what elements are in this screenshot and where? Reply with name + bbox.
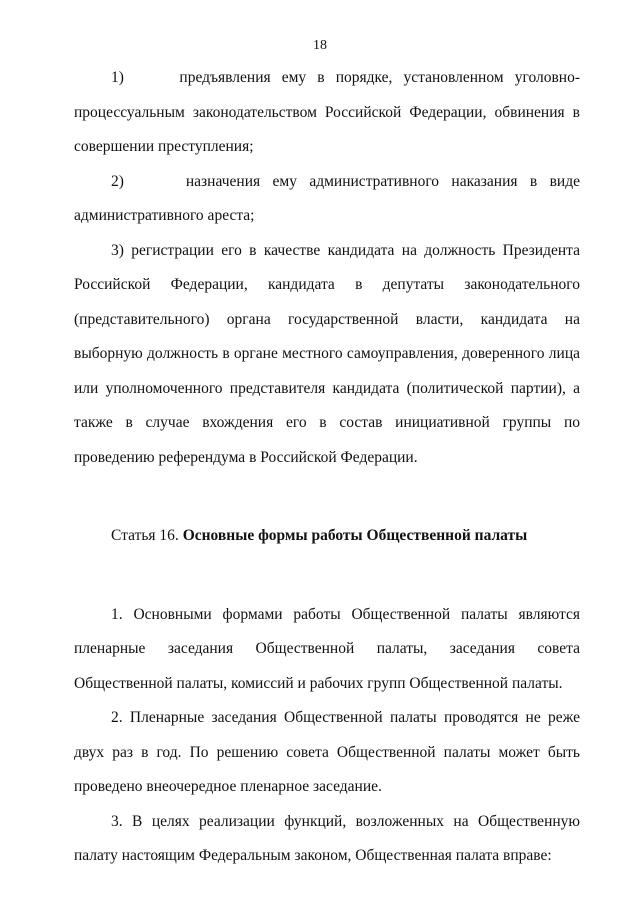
- list-item-2: 2) назначения ему административного наказания в виде административного ареста;: [74, 172, 580, 224]
- article-heading: [74, 519, 580, 554]
- document-body: [74, 61, 580, 874]
- article-title: Основные формы работы Общественной палаты: [182, 527, 528, 544]
- article-number: Статья 16.: [111, 527, 179, 544]
- article-paragraph-2: 2. Пленарные заседания Общественной палаты проводятся не реже двух раз в год. По решению совета Общественной палаты может быть проведено внеочередное пленарное заседание.: [74, 709, 580, 795]
- list-item-3: 3) регистрации его в качестве кандидата на должность Президента Российской Федерации, кандидата в депутаты законодательного (представительного) органа государственной власти, кандидата на выборную должность в органе местного самоуправления, доверенного лица или уполномоченного представителя кандидата (политической партии), а также в случае вхождения его в состав инициативной группы по проведению референдума в Российской Федерации.: [74, 241, 580, 466]
- article-paragraph-1: 1. Основными формами работы Общественной палаты являются пленарные заседания Общественной палаты, заседания совета Общественной палаты, комиссий и рабочих групп Общественной палаты.: [74, 605, 580, 692]
- page-number: 18: [313, 38, 327, 53]
- list-item-1: 1) предъявления ему в порядке, установленном уголовно-процессуальным законодательством Российской Федерации, обвинения в совершении преступления;: [74, 69, 580, 155]
- article-paragraph-3: 3. В целях реализации функций, возложенных на Общественную палату настоящим Федеральным законом, Общественная палата вправе:: [74, 812, 580, 864]
